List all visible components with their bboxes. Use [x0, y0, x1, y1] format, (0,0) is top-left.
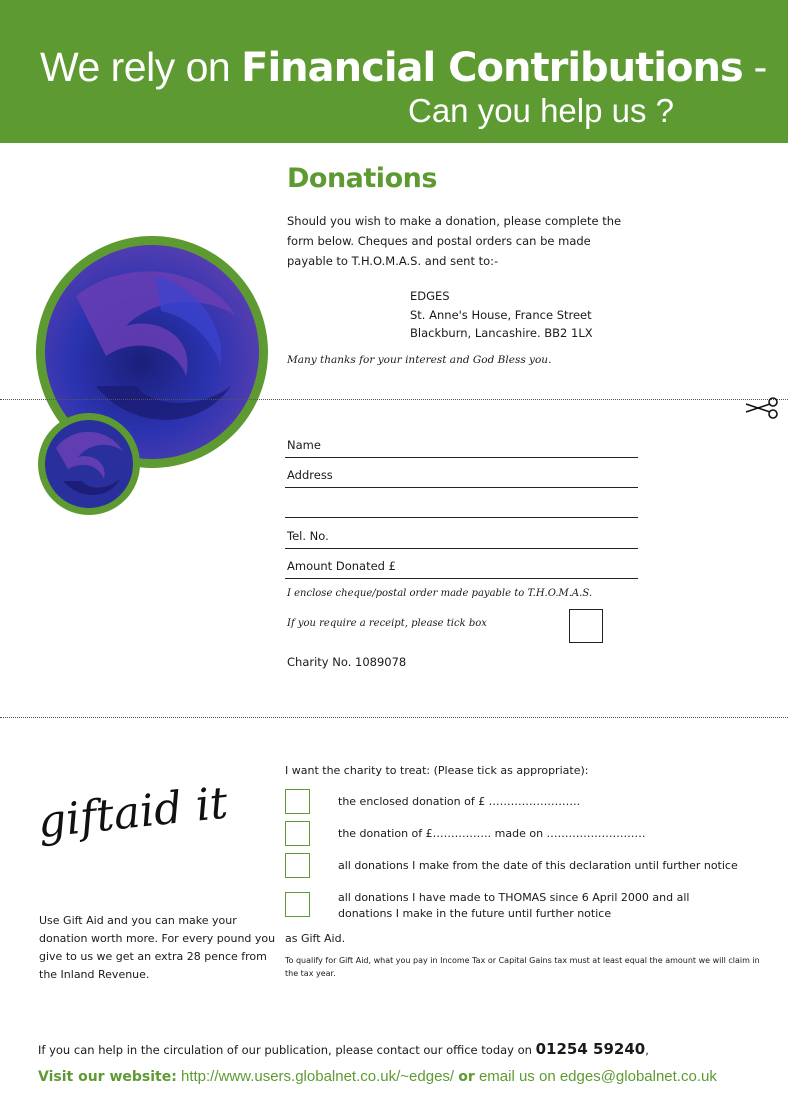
cut-line: [0, 717, 788, 718]
giftaid-option-checkbox-1[interactable]: [285, 789, 310, 814]
giftaid-option-1: the enclosed donation of £ …………………….: [338, 795, 581, 808]
email-link[interactable]: email us on edges@globalnet.co.uk: [478, 1068, 717, 1085]
giftaid-explanation: Use Gift Aid and you can make your donation worth more. For every pound you give to us we get an extra 28 pence from the Inland Revenue.: [39, 914, 276, 981]
header-banner: [0, 0, 788, 143]
phone-suffix: ,: [645, 1043, 649, 1057]
postal-address: [410, 287, 593, 343]
website-link[interactable]: http://www.users.globalnet.co.uk/~edges/: [181, 1068, 455, 1085]
address-field[interactable]: [285, 463, 638, 488]
telephone-field[interactable]: [285, 524, 638, 549]
giftaid-option-checkbox-4[interactable]: [285, 892, 310, 917]
giftaid-option-checkbox-2[interactable]: [285, 821, 310, 846]
giftaid-logo-text: giftaid it: [36, 777, 231, 849]
giftaid-logo: [36, 777, 236, 861]
qualify-note: To qualify for Gift Aid, what you pay in Income Tax or Capital Gains tax must at least equal the amount we will claim in the tax year.: [285, 956, 760, 978]
name-label: Name: [287, 438, 321, 452]
donations-intro: Should you wish to make a donation, please complete the form below. Cheques and postal orders can be made payable to T.H.O.M.A.S. and sent to:-: [287, 214, 622, 268]
receipt-checkbox[interactable]: [569, 609, 603, 643]
as-gift-aid: as Gift Aid.: [285, 932, 346, 945]
website-label: Visit our website:: [38, 1069, 177, 1085]
enclose-note: I enclose cheque/postal order made payable to T.H.O.M.A.S.: [287, 588, 593, 599]
address-line: EDGES: [410, 289, 450, 303]
giftaid-option-checkbox-3[interactable]: [285, 853, 310, 878]
amount-label: Amount Donated £: [287, 559, 396, 573]
header-dash: -: [753, 44, 767, 90]
thanks-note: Many thanks for your interest and God Bless you.: [287, 354, 552, 366]
giftaid-option-4: all donations I have made to THOMAS since 6 April 2000 and all donations I make in the future until further notice: [338, 891, 690, 920]
receipt-note: If you require a receipt, please tick box: [287, 618, 487, 629]
header-emphasis: Financial Contributions: [241, 45, 743, 91]
contact-line: [38, 1068, 717, 1085]
header-line-2: Can you help us ?: [408, 92, 675, 129]
or-text: or: [458, 1069, 475, 1085]
circulation-text: If you can help in the circulation of our publication, please contact our office today on: [38, 1043, 532, 1057]
giftaid-intro: I want the charity to treat: (Please tick as appropriate):: [285, 764, 589, 777]
telephone-label: Tel. No.: [287, 529, 329, 543]
header-line-1: [40, 44, 767, 91]
cut-line: [0, 399, 788, 400]
amount-field[interactable]: [285, 554, 638, 579]
small-swirl-image: [38, 413, 140, 515]
giftaid-option-3: all donations I make from the date of this declaration until further notice: [338, 859, 738, 872]
address-line: St. Anne's House, France Street: [410, 307, 592, 322]
phone-number: 01254 59240: [535, 1040, 646, 1058]
circulation-note: [38, 1040, 649, 1058]
donations-title: Donations: [287, 163, 437, 194]
name-field[interactable]: [285, 433, 638, 458]
giftaid-option-2: the donation of £……………. made on ………………………: [338, 827, 646, 840]
address-field-line-2[interactable]: [285, 493, 638, 518]
address-line: Blackburn, Lancashire. BB2 1LX: [410, 326, 593, 340]
charity-number: Charity No. 1089078: [287, 655, 407, 669]
address-label: Address: [287, 468, 333, 482]
header-lead: We rely on: [40, 44, 231, 90]
scissors-icon: [744, 395, 780, 425]
